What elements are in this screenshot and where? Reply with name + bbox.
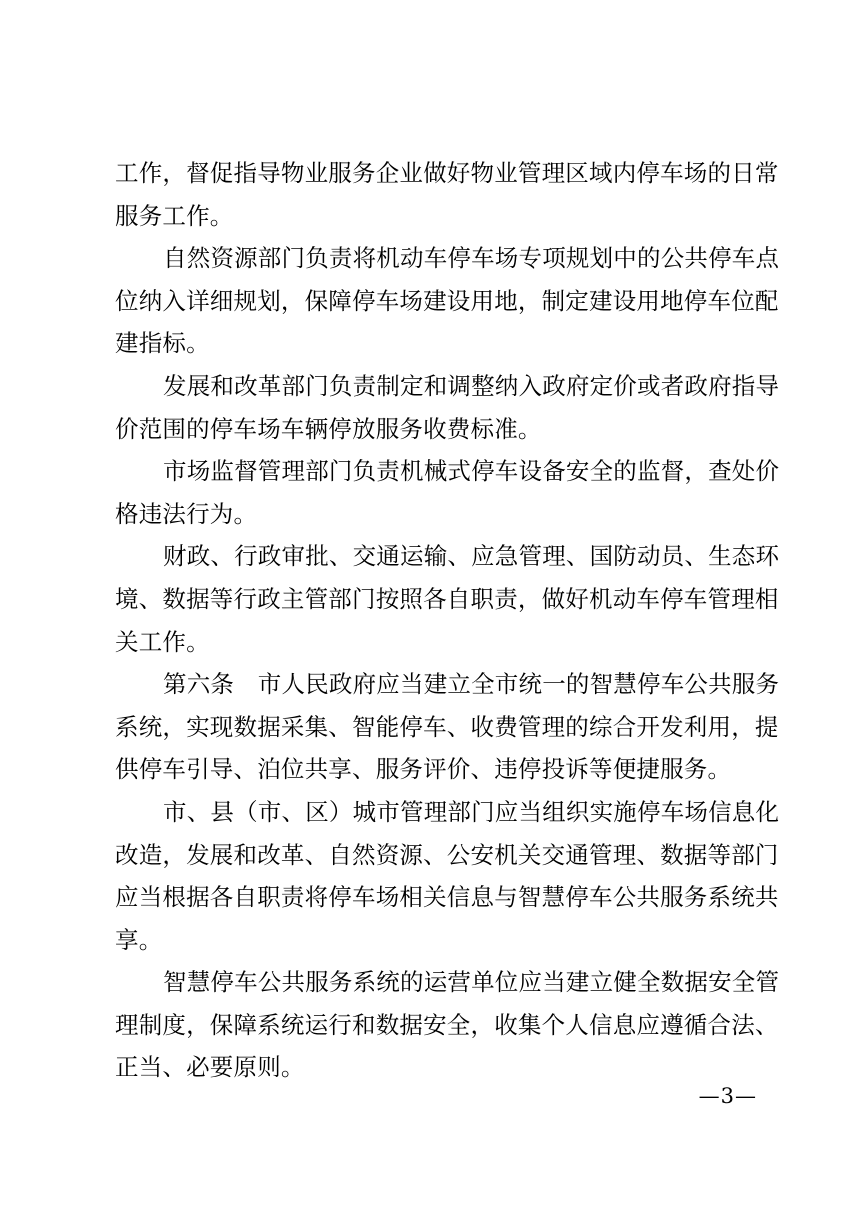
text-line: 服务工作。: [115, 201, 234, 230]
text-line: 市、县（市、区）城市管理部门应当组织实施停车场信息化: [163, 797, 780, 826]
text-line: 发展和改革部门负责制定和调整纳入政府定价或者政府指导: [163, 371, 780, 400]
article-six-heading-line: 第六条 市人民政府应当建立全市统一的智慧停车公共服务: [163, 670, 780, 699]
text-line: 价范围的停车场车辆停放服务收费标准。: [115, 414, 542, 443]
text-line: 格违法行为。: [115, 499, 258, 528]
text-line: 享。: [115, 925, 163, 954]
text-line: 境、数据等行政主管部门按照各自职责，做好机动车停车管理相: [115, 584, 779, 613]
text-line: 应当根据各自职责将停车场相关信息与智慧停车公共服务系统共: [115, 883, 779, 912]
text-line: 理制度，保障系统运行和数据安全，收集个人信息应遵循合法、: [115, 1010, 779, 1039]
text-line: 供停车引导、泊位共享、服务评价、违停投诉等便捷服务。: [115, 755, 732, 784]
text-line: 市场监督管理部门负责机械式停车设备安全的监督，查处价: [163, 457, 780, 486]
text-line: 自然资源部门负责将机动车停车场专项规划中的公共停车点: [163, 244, 780, 273]
text-line: 财政、行政审批、交通运输、应急管理、国防动员、生态环: [163, 542, 780, 571]
text-line: 工作，督促指导物业服务企业做好物业管理区域内停车场的日常: [115, 159, 779, 187]
body-text: [115, 152, 780, 1089]
text-line: 改造，发展和改革、自然资源、公安机关交通管理、数据等部门: [115, 840, 779, 869]
page-number: —3—: [698, 1084, 757, 1108]
text-line: 位纳入详细规划，保障停车场建设用地，制定建设用地停车位配: [115, 286, 779, 315]
text-line: 智慧停车公共服务系统的运营单位应当建立健全数据安全管: [163, 968, 780, 997]
text-line: 正当、必要原则。: [115, 1053, 305, 1082]
text-line: 关工作。: [115, 627, 210, 656]
text-line: 建指标。: [115, 329, 210, 358]
text-line: 系统，实现数据采集、智能停车、收费管理的综合开发利用，提: [115, 712, 779, 741]
